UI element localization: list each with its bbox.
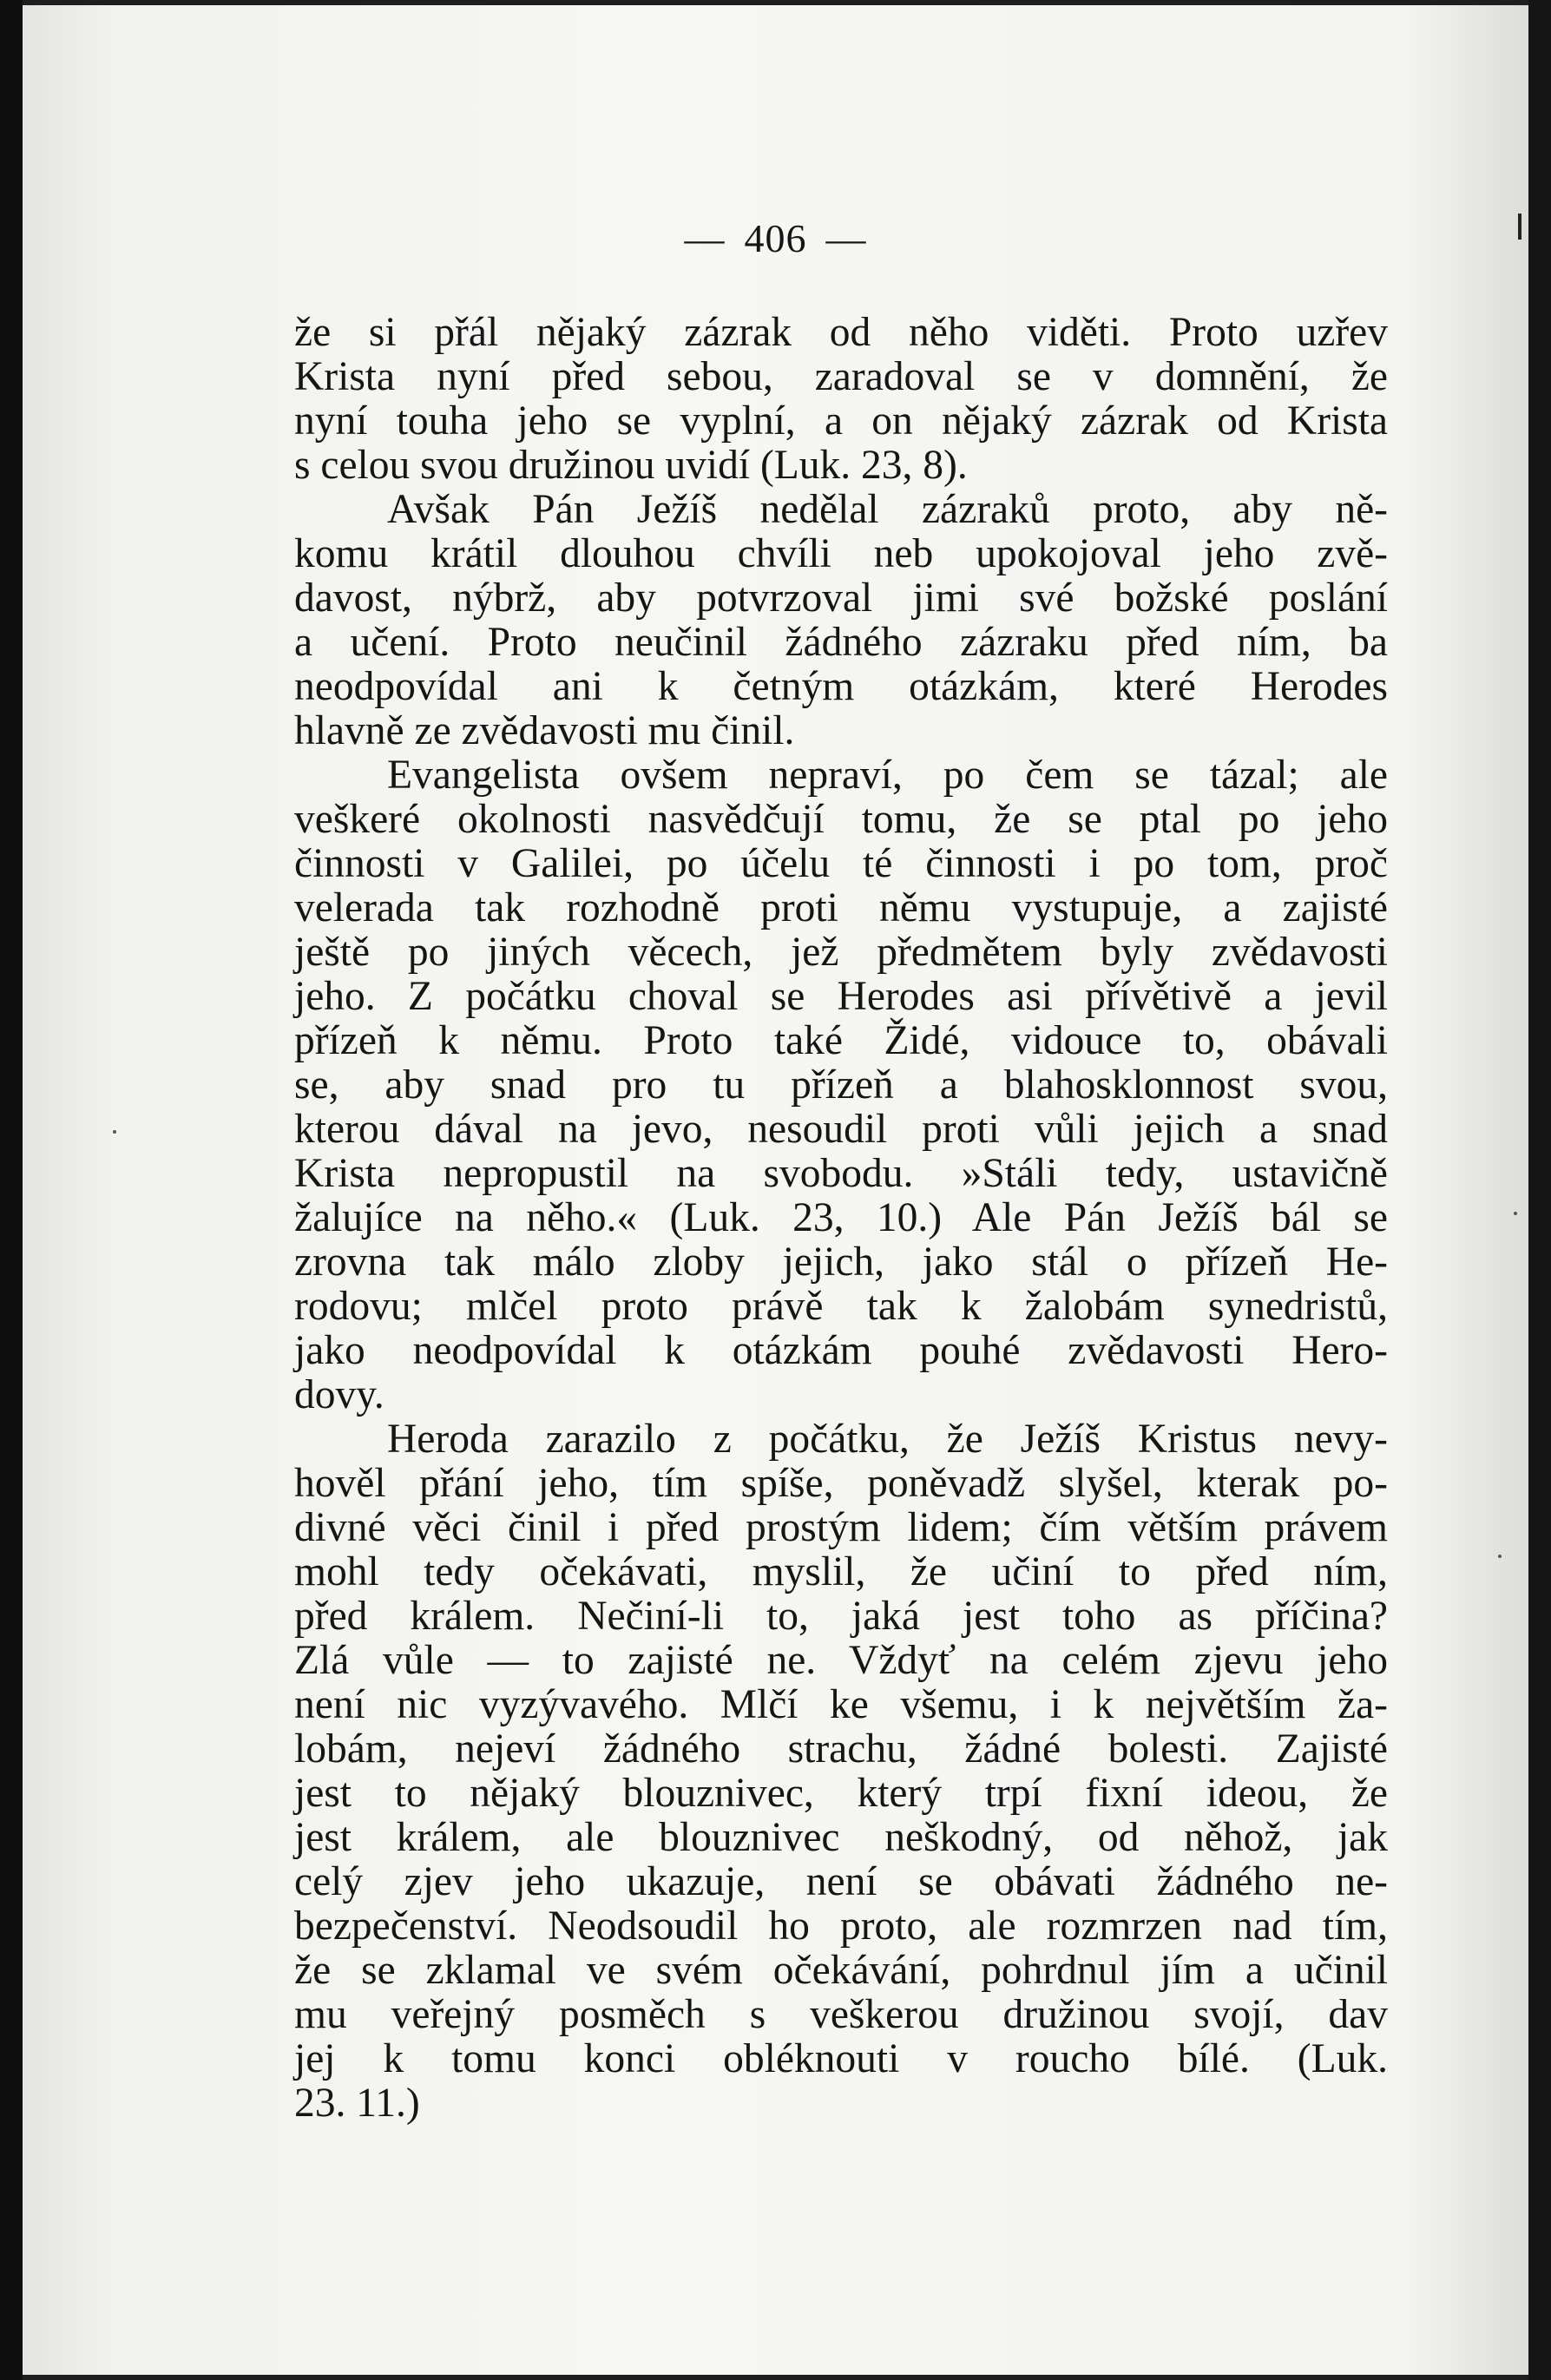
scan-speck: [113, 1130, 116, 1134]
paragraph: [294, 1417, 1388, 2126]
scan-right-border: [1528, 0, 1551, 2380]
text-line: Krista nyní před sebou, zaradoval se v domnění, že: [294, 354, 1388, 399]
text-line: kterou dával na jevo, nesoudil proti vůli jejich a snad: [294, 1107, 1388, 1152]
text-line: mohl tedy očekávati, myslil, že učiní to před ním,: [294, 1549, 1388, 1594]
text-line: se, aby snad pro tu přízeň a blahosklonnost svou,: [294, 1062, 1388, 1108]
text-line: činnosti v Galilei, po účelu té činnosti i po tom, proč: [294, 841, 1388, 886]
text-line: zrovna tak málo zloby jejich, jako stál o přízeň He-: [294, 1239, 1388, 1285]
text-line: Evangelista ovšem nepraví, po čem se tázal; ale: [387, 753, 1388, 798]
body-text: [294, 311, 1388, 2126]
text-line: mu veřejný posměch s veškerou družinou svojí, dav: [294, 1992, 1388, 2037]
page-number-dash-left: —: [684, 216, 726, 260]
text-line: není nic vyzývavého. Mlčí ke všemu, i k největším ža-: [294, 1682, 1388, 1727]
text-line: že se zklamal ve svém očekávání, pohrdnul jím a učinil: [294, 1948, 1388, 1993]
text-line: dovy.: [294, 1372, 384, 1417]
text-line: davost, nýbrž, aby potvrzoval jimi své božské poslání: [294, 575, 1388, 621]
scan-left-border: [0, 0, 23, 2380]
scan-speck: [1514, 1212, 1517, 1215]
text-line: bezpečenství. Neodsoudil ho proto, ale rozmrzen nad tím,: [294, 1903, 1388, 1949]
text-line: velerada tak rozhodně proti němu vystupuje, a zajisté: [294, 885, 1388, 930]
text-line: přízeň k němu. Proto také Židé, vidouce to, obávali: [294, 1018, 1388, 1063]
scan-speck: [1498, 1555, 1502, 1558]
page-number-header: [23, 215, 1528, 261]
text-line: Avšak Pán Ježíš nedělal zázraků proto, aby ně-: [387, 487, 1388, 532]
text-line: jeho. Z počátku choval se Herodes asi přívětivě a jevil: [294, 974, 1388, 1019]
page-number-dash-right: —: [825, 216, 867, 260]
text-line: Heroda zarazilo z počátku, že Ježíš Kristus nevy-: [387, 1417, 1388, 1462]
text-line: hověl přání jeho, tím spíše, poněvadž slyšel, kterak po-: [294, 1461, 1388, 1506]
paragraph: [294, 488, 1388, 753]
text-line: komu krátil dlouhou chvíli neb upokojoval jeho zvě-: [294, 531, 1388, 576]
text-line: neodpovídal ani k četným otázkám, které Herodes: [294, 664, 1388, 709]
text-line: 23. 11.): [294, 2081, 420, 2126]
text-line: jest to nějaký blouznivec, který trpí fixní ideou, že: [294, 1771, 1388, 1816]
text-line: a učení. Proto neučinil žádného zázraku před ním, ba: [294, 620, 1388, 665]
page-number: 406: [744, 216, 807, 260]
text-line: žalujíce na něho.« (Luk. 23, 10.) Ale Pán Ježíš bál se: [294, 1195, 1388, 1240]
text-line: Krista nepropustil na svobodu. »Stáli tedy, ustavičně: [294, 1151, 1388, 1196]
text-line: ještě po jiných věcech, jež předmětem byly zvědavosti: [294, 930, 1388, 975]
paragraph: [294, 311, 1388, 488]
paragraph: [294, 753, 1388, 1417]
text-line: hlavně ze zvědavosti mu činil.: [294, 708, 795, 753]
text-line: nyní touha jeho se vyplní, a on nějaký zázrak od Krista: [294, 398, 1388, 444]
text-line: Zlá vůle — to zajisté ne. Vždyť na celém zjevu jeho: [294, 1638, 1388, 1683]
text-line: jest králem, ale blouznivec neškodný, od něhož, jak: [294, 1815, 1388, 1860]
text-line: že si přál nějaký zázrak od něho viděti. Proto uzřev: [294, 310, 1388, 355]
text-line: jej k tomu konci obléknouti v roucho bílé. (Luk.: [294, 2036, 1388, 2081]
text-line: divné věci činil i před prostým lidem; čím větším právem: [294, 1505, 1388, 1550]
text-line: jako neodpovídal k otázkám pouhé zvědavosti Hero-: [294, 1328, 1388, 1373]
text-line: s celou svou družinou uvidí (Luk. 23, 8).: [294, 443, 968, 488]
text-line: lobám, nejeví žádného strachu, žádné bolesti. Zajisté: [294, 1726, 1388, 1772]
text-line: celý zjev jeho ukazuje, není se obávati žádného ne-: [294, 1859, 1388, 1904]
text-line: rodovu; mlčel proto právě tak k žalobám synedristů,: [294, 1284, 1388, 1329]
text-line: veškeré okolnosti nasvědčují tomu, že se ptal po jeho: [294, 797, 1388, 842]
text-line: před králem. Nečiní-li to, jaká jest toho as příčina?: [294, 1594, 1388, 1639]
book-page: [23, 5, 1528, 2375]
